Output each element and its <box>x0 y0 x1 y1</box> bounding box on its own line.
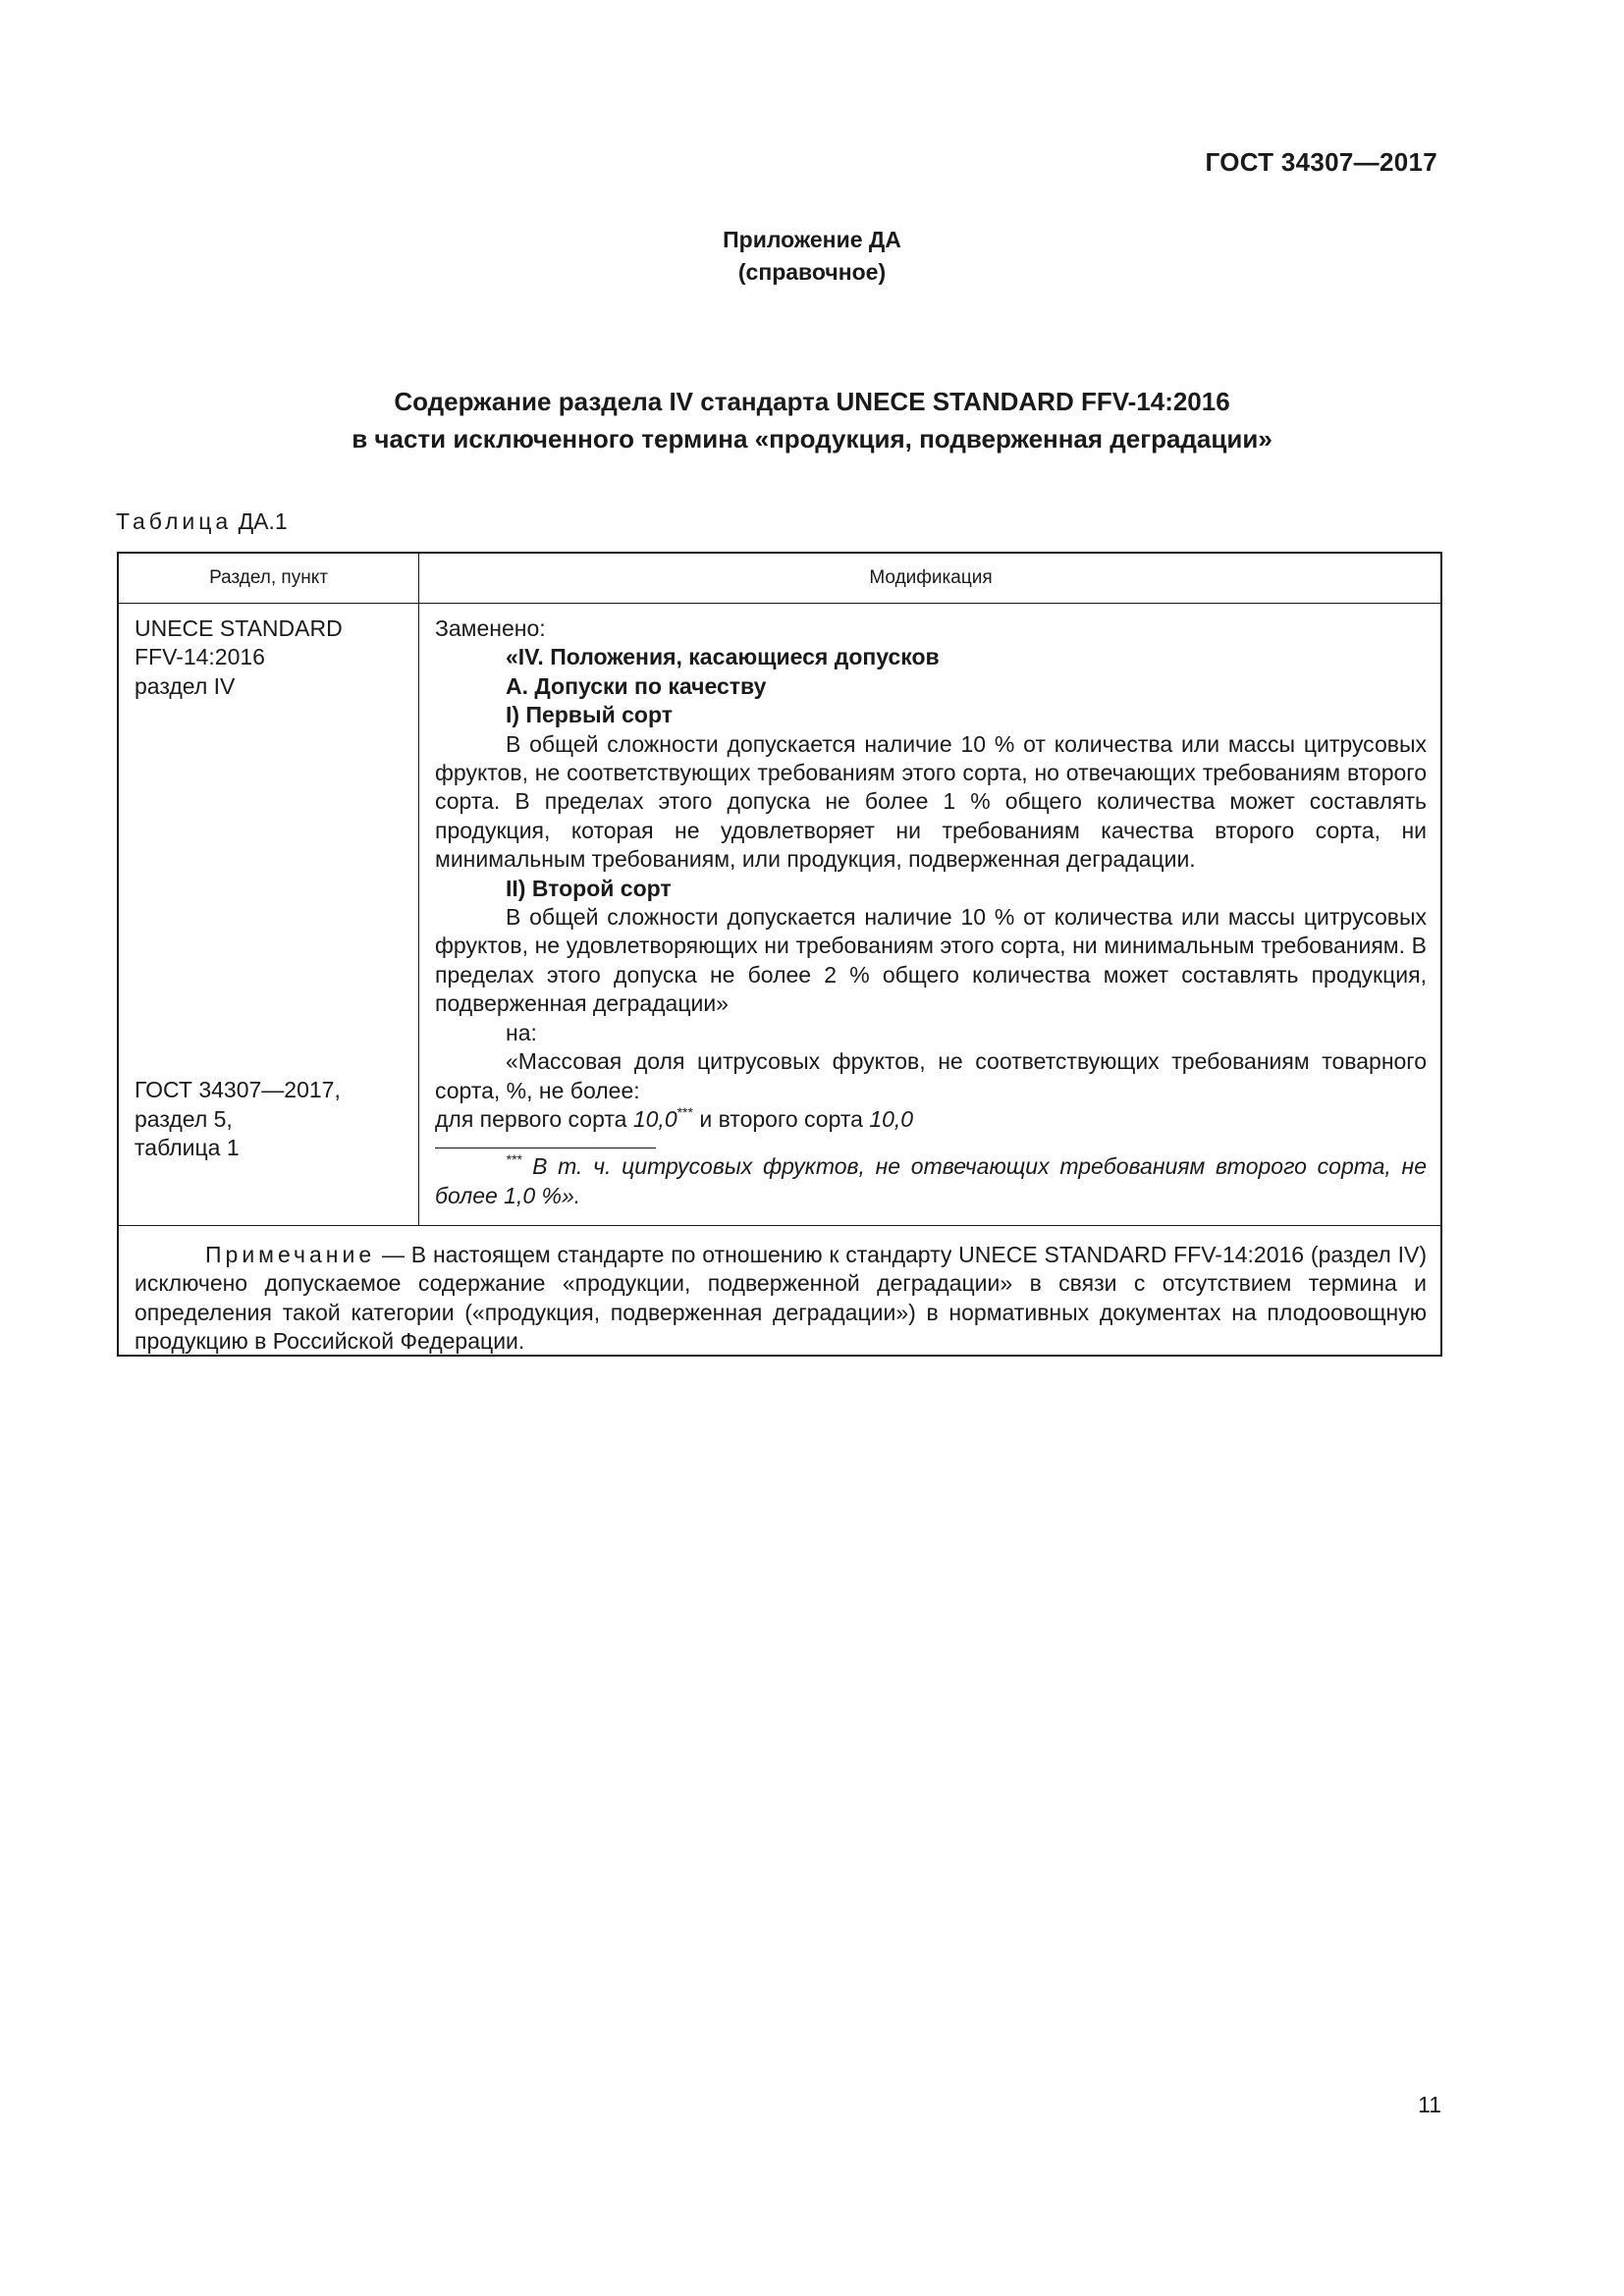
note-label: Примечание <box>205 1242 376 1267</box>
grade-middle: и второго сорта <box>699 1105 863 1132</box>
appendix-subtitle: (справочное) <box>737 259 887 285</box>
first-grade-value: 10,0 <box>632 1105 677 1132</box>
document-title-line-2: в части исключенного термина «продукция, подверженная деградации» <box>352 424 1272 454</box>
page-number: 11 <box>1418 2092 1441 2117</box>
heading-quality-tolerances: А. Допуски по качеству <box>506 672 767 699</box>
modification-cell <box>435 614 1427 1210</box>
on-label: на: <box>506 1019 537 1045</box>
section-ref-line: раздел IV <box>135 672 236 699</box>
note-text: — В настоящем стандарте по отношению к стандарту UNECE STANDARD FFV-14:2016 (раздел IV) исключено допускаемое содержание «продукции, подверженной деградации» в связи с отсутствием термина и определения такой категории («продукция, подверженная деградации») в нормативных документах на плодоовощную продукцию в Российской Федерации. <box>135 1242 1428 1355</box>
section-reference-cell <box>135 614 409 1162</box>
document-title-line-1: Содержание раздела IV стандарта UNECE STANDARD FFV-14:2016 <box>394 387 1230 416</box>
heading-tolerances: «IV. Положения, касающиеся допусков <box>506 644 940 670</box>
section-ref-line: раздел 5, <box>135 1105 233 1132</box>
table-caption <box>116 508 288 535</box>
replaced-label: Заменено: <box>435 615 546 641</box>
table-note <box>135 1241 1427 1357</box>
document-code: ГОСТ 34307—2017 <box>1205 147 1437 177</box>
section-ref-line: таблица 1 <box>135 1135 240 1161</box>
second-grade-text: В общей сложности допускается наличие 10 % от количества или массы цитрусовых фруктов, не удовлетворяющих ни требованиям этого сорта, ни минимальным требованиям. В пределах этого допуска не более 2 % общего количества может составлять продукция, подверженная деградации» <box>435 904 1427 1017</box>
replacement-text: «Массовая доля цитрусовых фруктов, не соответствующих требованиям товарного сорта, %, не более: <box>435 1048 1427 1103</box>
footnote-mark: *** <box>677 1103 693 1120</box>
table-caption-word: Таблица <box>116 508 233 534</box>
document-title <box>0 383 1624 457</box>
appendix-heading <box>0 224 1624 289</box>
table-caption-id: ДА.1 <box>238 508 288 534</box>
footnote <box>435 1152 1427 1210</box>
heading-second-grade: II) Второй сорт <box>506 875 672 901</box>
header-row-divider <box>119 603 1440 604</box>
appendix-title: Приложение ДА <box>723 227 901 252</box>
note-row-divider <box>119 1225 1440 1226</box>
footnote-text: В т. ч. цитрусовых фруктов, не отвечающих требованиям второго сорта, не более 1,0 %». <box>435 1153 1427 1208</box>
heading-first-grade: I) Первый сорт <box>506 702 673 728</box>
column-header-modification: Модификация <box>869 567 993 588</box>
first-grade-text: В общей сложности допускается наличие 10 % от количества или массы цитрусовых фруктов, не соответствующих требованиям этого сорта, но отвечающих требованиям второго сорта. В пределах этого допуска не более 1 % общего количества может составлять продукция, которая не удовлетворяет ни требованиям качества второго сорта, ни минимальным требованиям, или продукция, подверженная деградации. <box>435 730 1427 873</box>
column-divider <box>418 554 419 1225</box>
modification-table <box>117 552 1442 1357</box>
grade-prefix: для первого сорта <box>435 1105 627 1132</box>
section-ref-line: FFV-14:2016 <box>135 644 265 670</box>
grade-values-line <box>435 1105 1427 1134</box>
section-ref-line: UNECE STANDARD <box>135 615 343 641</box>
second-grade-value: 10,0 <box>869 1105 914 1132</box>
spacer <box>135 701 409 1076</box>
section-ref-line: ГОСТ 34307—2017, <box>135 1077 341 1103</box>
footnote-mark: *** <box>506 1151 522 1168</box>
column-header-section: Раздел, пункт <box>209 567 328 588</box>
